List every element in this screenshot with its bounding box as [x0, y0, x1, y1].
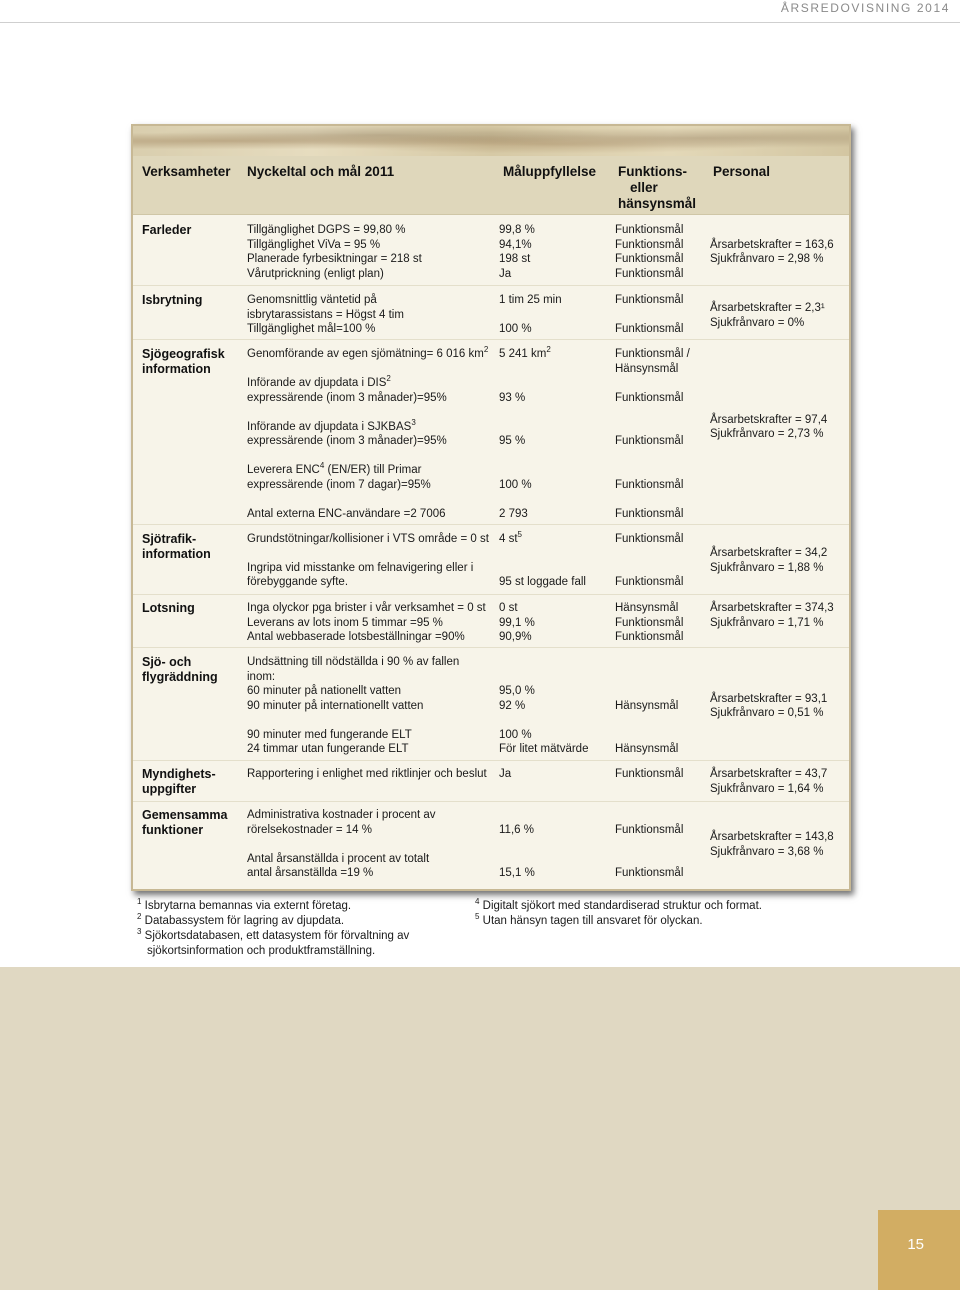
col-maluppfyllelse: Måluppfyllelse [503, 164, 597, 179]
sjogeografisk-k4 [247, 420, 416, 435]
footnote-5-num: 5 [475, 912, 480, 922]
col-funktion [618, 164, 696, 212]
myndighet-p2: Sjukfrånvaro = 1,64 % [710, 783, 824, 795]
row-divider [133, 524, 849, 525]
sjoflyg-k4: 90 minuter på internationellt vatten [247, 700, 424, 712]
footnote-1-num: 1 [137, 897, 142, 907]
sjotrafik-name-l2: information [142, 547, 211, 561]
sjogeografisk-name-l2: information [142, 362, 211, 376]
row-sjoflyg-name [142, 655, 218, 685]
isbrytning-m1: 1 tim 25 min [499, 294, 562, 306]
lotsning-k1: Inga olyckor pga brister i vår verksamhet = 0 st [247, 602, 486, 614]
sjotrafik-f3: Funktionsmål [615, 576, 684, 588]
sjogeografisk-k8: Antal externa ENC-användare =2 7006 [247, 508, 446, 520]
footnote-5 [475, 914, 703, 929]
gemensamma-f4: Funktionsmål [615, 867, 684, 879]
footnote-3-cont: sjökortsinformation och produktframställning. [147, 945, 376, 957]
sjogeografisk-k1-text: Genomförande av egen sjömätning= 6 016 km [247, 348, 484, 360]
row-isbrytning-name: Isbrytning [142, 293, 203, 307]
isbrytning-k3: Tillgänglighet mål=100 % [247, 323, 376, 335]
row-divider [133, 647, 849, 648]
sjotrafik-m1-text: 4 st [499, 533, 518, 545]
col-funktion-line1: Funktions- [618, 164, 687, 179]
page-bottom-band [0, 967, 960, 1290]
sjoflyg-m6: För litet mätvärde [499, 743, 589, 755]
footnote-1-text: Isbrytarna bemannas via externt företag. [141, 900, 352, 912]
sjogeografisk-m3: 93 % [499, 392, 526, 404]
myndighet-name-l2: uppgifter [142, 782, 197, 796]
lotsning-k2: Leverans av lots inom 5 timmar =95 % [247, 617, 443, 629]
sjoflyg-f4: Hänsynsmål [615, 700, 679, 712]
sjotrafik-k3: förebyggande syfte. [247, 576, 349, 588]
farleder-f3: Funktionsmål [615, 253, 684, 265]
sjogeografisk-k3: expressärende (inom 3 månader)=95% [247, 392, 447, 404]
footnote-2 [137, 914, 344, 929]
footnote-1 [137, 899, 351, 914]
lotsning-p1: Årsarbetskrafter = 374,3 [710, 602, 834, 614]
gemensamma-k3: Antal årsanställda i procent av totalt [247, 853, 430, 865]
sjotrafik-name-l1: Sjötrafik- [142, 532, 197, 546]
sjotrafik-m1-sup: 5 [517, 530, 522, 540]
results-table [131, 124, 851, 891]
footnote-4-text: Digitalt sjökort med standardiserad struktur och format. [479, 900, 762, 912]
sjogeografisk-f3: Funktionsmål [615, 392, 684, 404]
farleder-m2: 94,1% [499, 239, 532, 251]
sjotrafik-f1: Funktionsmål [615, 533, 684, 545]
sjotrafik-k1: Grundstötningar/kollisioner i VTS område = 0 st [247, 533, 489, 545]
col-nyckeltal: Nyckeltal och mål 2011 [247, 164, 395, 179]
sjogeografisk-f7: Funktionsmål [615, 479, 684, 491]
sjogeografisk-k2-text: Införande av djupdata i DIS [247, 377, 387, 389]
sjogeografisk-k6-rest: (EN/ER) till Primar [324, 464, 422, 476]
row-myndighet-name [142, 767, 216, 797]
footnote-3 [137, 929, 409, 944]
sjogeografisk-k7: expressärende (inom 7 dagar)=95% [247, 479, 431, 491]
gemensamma-k1: Administrativa kostnader i procent av [247, 809, 436, 821]
sjotrafik-k2: Ingripa vid misstanke om felnavigering eller i [247, 562, 474, 574]
sjoflyg-k3: 60 minuter på nationellt vatten [247, 685, 402, 697]
col-funktion-line3: hänsynsmål [618, 196, 697, 211]
footnote-3-num: 3 [137, 927, 142, 937]
map-banner-image [133, 126, 849, 156]
sjogeografisk-k2-sup: 2 [386, 374, 391, 384]
row-divider [133, 339, 849, 340]
sjogeografisk-m5: 95 % [499, 435, 526, 447]
farleder-k3: Planerade fyrbesiktningar = 218 st [247, 253, 422, 265]
myndighet-k1: Rapportering i enlighet med riktlinjer och beslut [247, 768, 487, 780]
gemensamma-f2: Funktionsmål [615, 824, 684, 836]
sjogeografisk-k1-sup: 2 [483, 345, 489, 355]
footnote-4-num: 4 [475, 897, 480, 907]
farleder-m1: 99,8 % [499, 224, 535, 236]
sjotrafik-p1: Årsarbetskrafter = 34,2 [710, 547, 828, 559]
sjogeografisk-k6-text: Leverera ENC [247, 464, 320, 476]
lotsning-m3: 90,9% [499, 631, 532, 643]
farleder-f2: Funktionsmål [615, 239, 684, 251]
sjoflyg-k5: 90 minuter med fungerande ELT [247, 729, 412, 741]
row-farleder-name: Farleder [142, 223, 192, 237]
farleder-k4: Vårutprickning (enligt plan) [247, 268, 384, 280]
myndighet-name-l1: Myndighets- [142, 767, 216, 781]
row-divider [133, 801, 849, 802]
lotsning-f2: Funktionsmål [615, 617, 684, 629]
isbrytning-p1: Årsarbetskrafter = 2,3¹ [710, 302, 825, 314]
sjogeografisk-f8: Funktionsmål [615, 508, 684, 520]
sjogeografisk-m1-sup: 2 [546, 345, 551, 355]
sjogeografisk-f1: Funktionsmål / [615, 348, 690, 360]
row-divider [133, 285, 849, 286]
lotsning-f3: Funktionsmål [615, 631, 684, 643]
sjoflyg-m5: 100 % [499, 729, 532, 741]
sjoflyg-m3: 95,0 % [499, 685, 535, 697]
gemensamma-name-l1: Gemensamma [142, 808, 228, 822]
row-lotsning-name: Lotsning [142, 601, 195, 615]
isbrytning-p2: Sjukfrånvaro = 0% [710, 317, 805, 329]
isbrytning-f1: Funktionsmål [615, 294, 684, 306]
farleder-p2: Sjukfrånvaro = 2,98 % [710, 253, 824, 265]
myndighet-m1: Ja [499, 768, 512, 780]
sjotrafik-p2: Sjukfrånvaro = 1,88 % [710, 562, 824, 574]
row-divider [133, 760, 849, 761]
row-divider [133, 594, 849, 595]
sjogeografisk-name-l1: Sjögeografisk [142, 347, 225, 361]
sjoflyg-k1: Undsättning till nödställda i 90 % av fallen [247, 656, 460, 668]
gemensamma-m2: 11,6 % [499, 824, 534, 836]
row-sjogeografisk-name [142, 347, 225, 377]
sjogeografisk-m7: 100 % [499, 479, 532, 491]
farleder-m3: 198 st [499, 253, 531, 265]
page-number: 15 [907, 1236, 924, 1253]
gemensamma-p1: Årsarbetskrafter = 143,8 [710, 831, 834, 843]
lotsning-m1: 0 st [499, 602, 518, 614]
footnote-3-text: Sjökortsdatabasen, ett datasystem för förvaltning av [141, 930, 410, 942]
sjoflyg-name-l1: Sjö- och [142, 655, 192, 669]
col-funktion-line2: eller [630, 180, 658, 195]
sjogeografisk-m1 [499, 347, 551, 362]
sjogeografisk-k4-text: Införande av djupdata i SJKBAS [247, 421, 412, 433]
sjoflyg-k2: inom: [247, 671, 276, 683]
farleder-p1: Årsarbetskrafter = 163,6 [710, 239, 834, 251]
gemensamma-m4: 15,1 % [499, 867, 535, 879]
sjogeografisk-k2 [247, 376, 391, 391]
farleder-k1: Tillgänglighet DGPS = 99,80 % [247, 224, 406, 236]
sjotrafik-m3: 95 st loggade fall [499, 576, 586, 588]
sjogeografisk-m1-text: 5 241 km [499, 348, 547, 360]
gemensamma-k2: rörelsekostnader = 14 % [247, 824, 372, 836]
gemensamma-k4: antal årsanställda =19 % [247, 867, 374, 879]
row-sjotrafik-name [142, 532, 211, 562]
sjogeografisk-p1: Årsarbetskrafter = 97,4 [710, 414, 828, 426]
footnote-2-num: 2 [137, 912, 142, 922]
sjogeografisk-m8: 2 793 [499, 508, 528, 520]
sjoflyg-p1: Årsarbetskrafter = 93,1 [710, 693, 828, 705]
sjogeografisk-f5: Funktionsmål [615, 435, 684, 447]
isbrytning-m3: 100 % [499, 323, 532, 335]
col-personal: Personal [713, 164, 771, 179]
gemensamma-p2: Sjukfrånvaro = 3,68 % [710, 846, 824, 858]
sjoflyg-p2: Sjukfrånvaro = 0,51 % [710, 707, 824, 719]
sjogeografisk-k6 [247, 463, 421, 478]
gemensamma-name-l2: funktioner [142, 823, 204, 837]
report-title: ÅRSREDOVISNING 2014 [780, 1, 950, 15]
myndighet-f1: Funktionsmål [615, 768, 684, 780]
sjogeografisk-p2: Sjukfrånvaro = 2,73 % [710, 428, 824, 440]
sjoflyg-k6: 24 timmar utan fungerande ELT [247, 743, 409, 755]
lotsning-f1: Hänsynsmål [615, 602, 679, 614]
farleder-f4: Funktionsmål [615, 268, 684, 280]
isbrytning-k1: Genomsnittlig väntetid på [247, 294, 377, 306]
farleder-k2: Tillgänglighet ViVa = 95 % [247, 239, 381, 251]
sjogeografisk-k5: expressärende (inom 3 månader)=95% [247, 435, 447, 447]
lotsning-p2: Sjukfrånvaro = 1,71 % [710, 617, 824, 629]
sjogeografisk-f1b: Hänsynsmål [615, 363, 679, 375]
lotsning-k3: Antal webbaserade lotsbeställningar =90% [247, 631, 465, 643]
footnote-4 [475, 899, 762, 914]
sjogeografisk-k1 [247, 347, 488, 362]
sjogeografisk-k4-sup: 3 [411, 418, 416, 428]
farleder-f1: Funktionsmål [615, 224, 684, 236]
isbrytning-k2: isbrytarassistans = Högst 4 tim [247, 309, 404, 321]
myndighet-p1: Årsarbetskrafter = 43,7 [710, 768, 828, 780]
lotsning-m2: 99,1 % [499, 617, 535, 629]
sjoflyg-f6: Hänsynsmål [615, 743, 679, 755]
col-verksamheter: Verksamheter [142, 164, 231, 179]
farleder-m4: Ja [499, 268, 512, 280]
sjogeografisk-k6-sup: 4 [319, 461, 325, 471]
sjoflyg-name-l2: flygräddning [142, 670, 218, 684]
sjoflyg-m4: 92 % [499, 700, 526, 712]
isbrytning-f3: Funktionsmål [615, 323, 684, 335]
row-gemensamma-name [142, 808, 227, 838]
footnote-5-text: Utan hänsyn tagen till ansvaret för olyckan. [479, 915, 703, 927]
footnote-2-text: Databassystem för lagring av djupdata. [141, 915, 345, 927]
sjotrafik-m1 [499, 532, 522, 547]
